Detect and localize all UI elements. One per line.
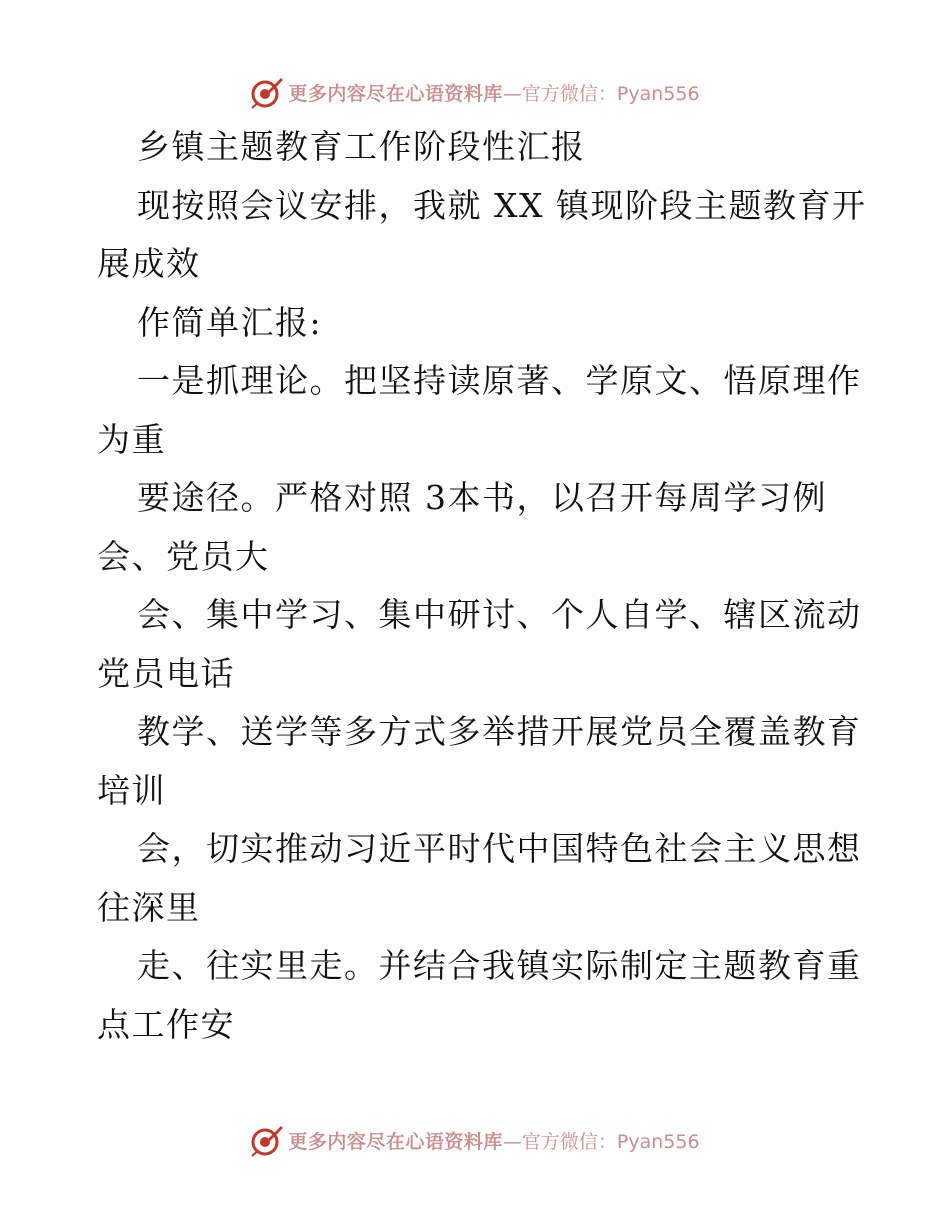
text-line: 要途径。严格对照 3本书，以召开每周学习例 xyxy=(137,478,827,517)
text-line: 一是抓理论。把坚持读原著、学原文、悟原理作 xyxy=(137,361,862,400)
text-line: 会、党员大 xyxy=(97,536,270,576)
text-line: 展成效 xyxy=(97,244,201,283)
watermark-main-text: 更多内容尽在心语资料库 xyxy=(288,82,503,105)
text-line: 作简单汇报: xyxy=(137,302,323,342)
text-line: 党员电话 xyxy=(97,653,235,693)
footer-watermark xyxy=(0,1120,950,1160)
text-line: 走、往实里走。并结合我镇实际制定主题教育重 xyxy=(137,946,862,985)
document-title: 乡镇主题教育工作阶段性汇报 xyxy=(137,127,586,166)
pen-logo-icon xyxy=(250,75,284,109)
header-watermark xyxy=(0,72,950,112)
watermark-wechat-text: —官方微信：Pyan556 xyxy=(502,1130,700,1153)
text-line: 培训 xyxy=(97,770,166,810)
pen-logo-icon xyxy=(250,1123,284,1157)
text-line: 教学、送学等多方式多举措开展党员全覆盖教育 xyxy=(137,712,862,751)
watermark-main-text: 更多内容尽在心语资料库 xyxy=(288,1130,503,1153)
text-line: 会，切实推动习近平时代中国特色社会主义思想 xyxy=(137,829,862,868)
text-line: 点工作安 xyxy=(97,1004,235,1044)
text-line: 会、集中学习、集中研讨、个人自学、辖区流动 xyxy=(137,595,862,634)
text-line: 现按照会议安排，我就 XX 镇现阶段主题教育开 xyxy=(137,185,867,225)
text-line: 为重 xyxy=(97,419,166,459)
document-body xyxy=(97,118,867,1054)
watermark-wechat-text: —官方微信：Pyan556 xyxy=(502,82,700,105)
text-line: 往深里 xyxy=(97,887,201,927)
